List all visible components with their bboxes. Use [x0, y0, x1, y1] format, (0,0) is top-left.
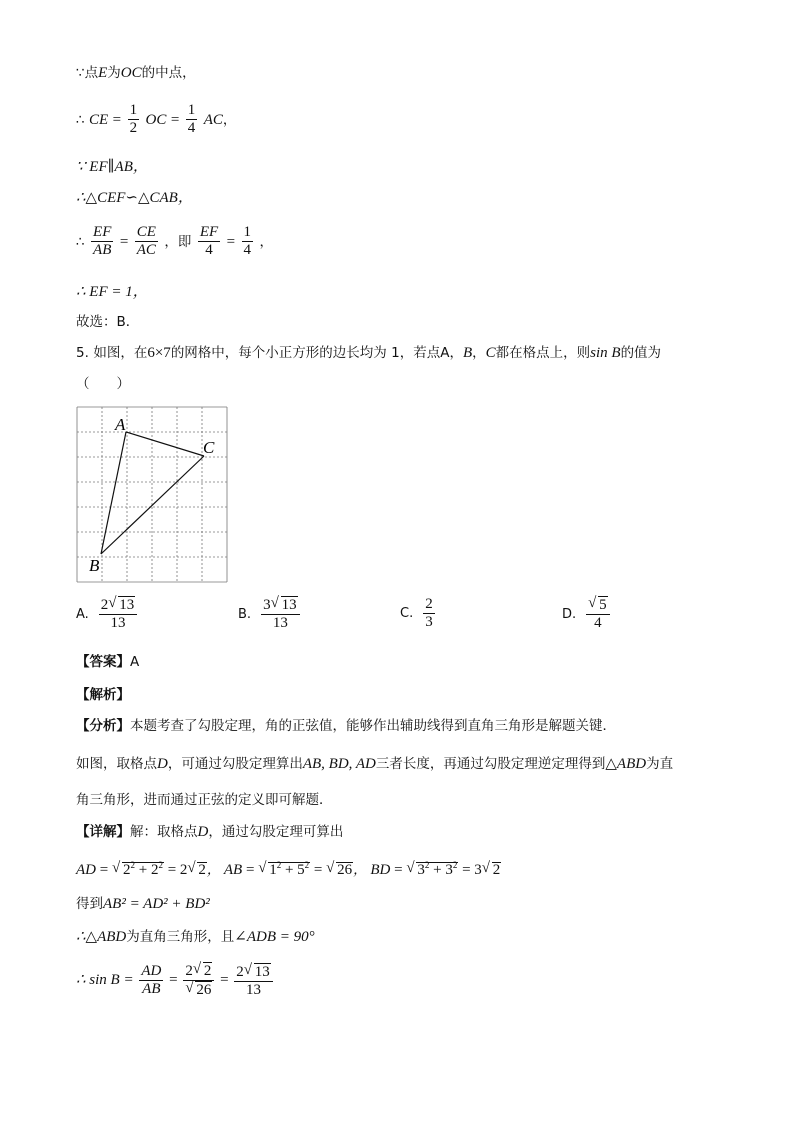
- segment-AC: [126, 432, 204, 456]
- sine-result-line: ∴ sin B = $\frac{AD}{AB}$ = 2√ 2 √ 26 = $\frac{2√ 13}{13}$: [76, 962, 275, 1000]
- question-5-stem: 5. 如图，在6×7的网格中，每个小正方形的边长均为 1，若点A，B，C都在格点上，则sin B的值为: [76, 345, 662, 361]
- question-5-paren: （ ）: [76, 376, 130, 392]
- point-C-label: C: [203, 438, 215, 457]
- analysis-para-1: 如图，取格点D，可通过勾股定理算出AB, BD, AD三者长度，再通过勾股定理逆定理得到△ABD为直: [76, 756, 674, 772]
- detail-line: 【详解】解：取格点D，通过勾股定理可算出: [76, 824, 344, 840]
- analysis-fenxi: 【分析】本题考查了勾股定理，角的正弦值，能够作出辅助线得到直角三角形是解题关键．: [76, 718, 616, 734]
- fraction-quarter: $\frac{1}{4}$: [187, 102, 196, 137]
- option-c[interactable]: C. $\frac{2}{3}$: [400, 596, 433, 631]
- option-a[interactable]: A. $\frac{2√ 13}{13}$: [76, 596, 139, 633]
- solution-line-4: ∴△CEF∽△CAB，: [76, 190, 193, 206]
- solution-line-7: 故选：B．: [76, 314, 140, 330]
- segment-AB: [101, 432, 126, 554]
- answer-line: 【答案】A: [76, 654, 140, 670]
- point-A-label: A: [115, 415, 126, 434]
- grid-lines: [77, 407, 227, 582]
- option-b[interactable]: B. $\frac{3√ 13}{13}$: [238, 596, 302, 633]
- point-B-label: B: [89, 556, 100, 575]
- length-equations: AD = √ $2^2 + 2^2 = 2√$ 2， AB = √ $1^2 + 5^2$ = √ 26， BD = √ $3^2 + 3^2 = 3√$ 2: [76, 862, 501, 878]
- right-triangle-line: ∴△ABD为直角三角形，且∠ADB = 90°: [76, 929, 315, 945]
- segment-BC: [101, 456, 204, 554]
- fraction-half: $\frac{1}{2}$: [129, 102, 138, 137]
- solution-line-6: ∴ EF = 1，: [76, 284, 148, 300]
- solution-line-3: ∵ EF∥AB，: [76, 159, 148, 175]
- analysis-para-2: 角三角形，进而通过正弦的定义即可解题．: [76, 792, 333, 808]
- option-d[interactable]: D. √ $\frac{5}{4}$: [562, 596, 612, 633]
- solution-line-5: ∴ $\frac{EF}{AB}$ = $\frac{CE}{AC}$ ，即 $\frac{EF}{4}$ = $\frac{1}{4}$ ，: [76, 224, 273, 259]
- grid-figure: [74, 404, 234, 584]
- analysis-tag: 【解析】: [76, 687, 130, 703]
- solution-line-1: ∵点E为OC的中点，: [76, 65, 196, 81]
- pythagoras-line: 得到AB² = AD² + BD²: [76, 896, 210, 912]
- solution-line-2: ∴ CE = $\frac{1}{2}$ OC = $\frac{1}{4}$ AC，: [76, 102, 237, 137]
